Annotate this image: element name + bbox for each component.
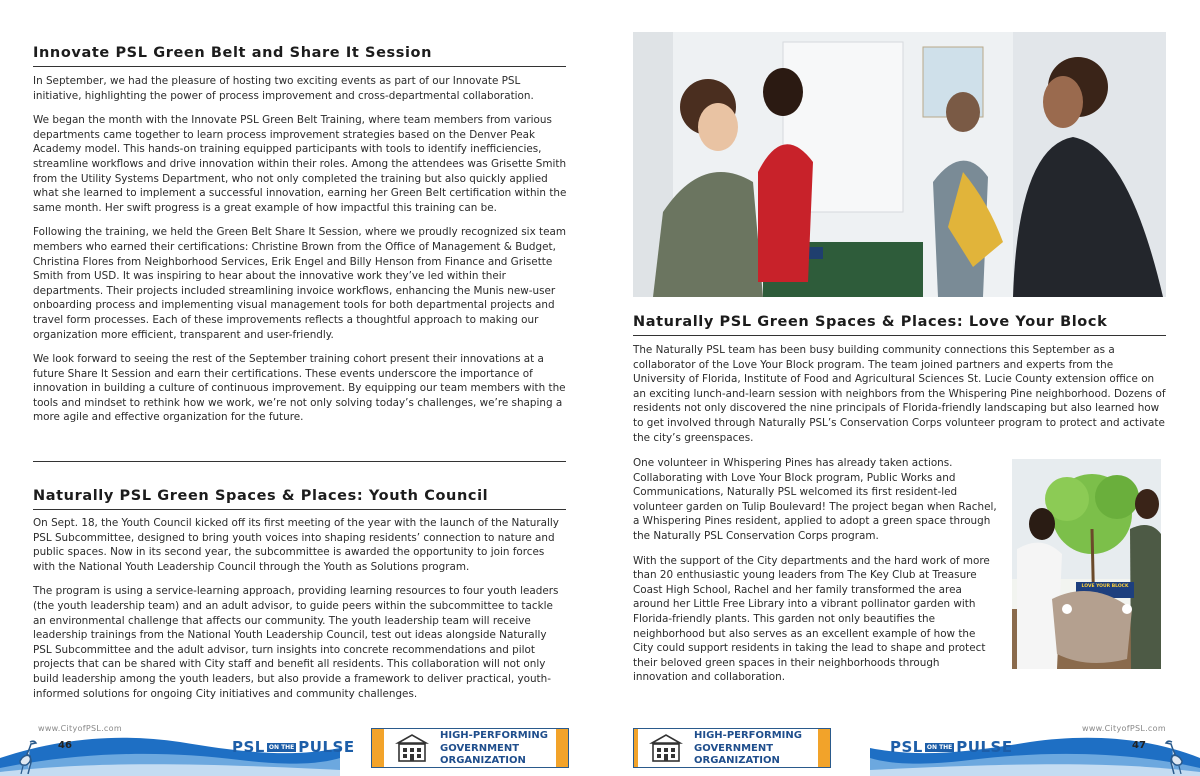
paragraph: We began the month with the Innovate PSL Green Belt Training, where team members from various departments came together to learn process improvement strategies based on the Denver Peak Academy model. This hands-on training equipped participants with tools to identify inefficiencies, streamline workflows and drive innovation within their roles. Among the attendees was Grisette Smith from the Utility Systems Department, who not only completed the training but also quickly applied what she learned to implement a successful innovation, earning her Green Belt certification within the same month. Her swift progress is a great example of how impactful this training can be. — [33, 114, 567, 214]
logo-tag: ON THE — [926, 744, 953, 751]
paragraph: The Naturally PSL team has been busy building community connections this September as a collaborator of the Love Your Block program. The team joined partners and experts from the University of Florida, Institute of Food and Agricultural Sciences St. Lucie County extension office on an exciting lunch-and-learn session with neighbors from the Whispering Pine neighborhood. Dozens of residents not only discovered the nine principals of Florida-friendly landscaping but also learned how to get involved through Naturally PSL’s Conservation Corps volunteer program to protect and activate the city’s greenspaces. — [633, 344, 1166, 444]
paragraph: We look forward to seeing the rest of the September training cohort present their innovations at a future Share It Session and earn their certifications. These events underscore the importance of innovation in building a culture of continuous improvement. By equipping our team members with the tools and mindset to rethink how we work, we’re not only solving today’s challenges, we’re shaping a more agile and effective organization for the future. — [33, 353, 566, 424]
badge-bar — [818, 729, 830, 767]
psl-pulse-logo — [232, 738, 355, 756]
love-your-block-body — [633, 456, 997, 695]
paragraph: Following the training, we held the Green Belt Share It Session, where we proudly recognized six team members who earned their certifications: Christine Brown from the Office of Management & Budget, Christina Flores from Neighborhood Services, Erik Engel and Billy Henson from Finance and Grisette Smith from USD. It was inspiring to hear about the innovative work they’ve led within their departments. Their projects included streamlining invoice workflows, enhancing the Munis new-user onboarding process and implementing visual management tools for both departmental projects and travel form processes. Each of these improvements reflects a thoughtful approach to making our organization more efficient, transparent and user-friendly. — [33, 226, 566, 341]
building-icon — [384, 729, 440, 767]
logo-pulse: PULSE — [956, 738, 1013, 756]
section-divider — [33, 461, 566, 462]
building-icon — [638, 729, 694, 767]
badge-bar — [556, 729, 568, 767]
right-page — [600, 0, 1200, 776]
green-belt-body — [33, 74, 568, 435]
logo-pulse: PULSE — [298, 738, 355, 756]
logo-psl: PSL — [232, 738, 265, 756]
badge-bar — [372, 729, 384, 767]
badge-line: HIGH-PERFORMING — [694, 730, 802, 741]
heron-icon — [1162, 738, 1192, 774]
badge-line: ORGANIZATION — [694, 755, 780, 766]
hpgo-badge — [633, 728, 831, 768]
lunch-and-learn-photo — [633, 32, 1166, 297]
paragraph: One volunteer in Whispering Pines has already taken actions. Collaborating with Love Your Block program, Public Works and Communications, Naturally PSL welcomed its first resident-led volunteer garden on Tulip Boulevard! The project began when Rachel, a Whispering Pines resident, applied to adopt a green space through the Naturally PSL Conservation Corps program. — [633, 457, 997, 542]
badge-line: ORGANIZATION — [440, 755, 526, 766]
love-your-block-intro — [633, 343, 1168, 455]
paragraph: In September, we had the pleasure of hosting two exciting events as part of our Innovate PSL initiative, highlighting the power of process improvement and cross-departmental collaboration. — [33, 75, 534, 102]
section-title-green-belt: Innovate PSL Green Belt and Share It Session — [33, 45, 566, 67]
heron-icon — [10, 738, 40, 774]
badge-line: GOVERNMENT — [694, 742, 774, 754]
volunteer-garden-photo — [1012, 459, 1161, 669]
logo-psl: PSL — [890, 738, 923, 756]
section-title-youth-council: Naturally PSL Green Spaces & Places: Youth Council — [33, 488, 566, 510]
paragraph: The program is using a service-learning approach, providing learning resources to four youth leaders (the youth leadership team) and an adult advisor, to guide peers within the subcommittee to tackle an environmental challenge that affects our community. The youth leadership team will receive leadership trainings from the National Youth Leadership Council, test out ideas alongside Naturally PSL Subcommittee and the adult advisor, turn insights into concrete recommendations and pilot projects that can be shared with City staff and benefit all residents. This collaboration will not only build leadership among the youth leaders, but also provide a framework to deliver practical, youth-informed solutions for ongoing City initiatives and community challenges. — [33, 585, 559, 700]
love-your-block-sign: LOVE YOUR BLOCK — [1081, 584, 1129, 589]
hpgo-badge — [371, 728, 569, 768]
youth-council-body — [33, 516, 568, 711]
section-title-love-your-block: Naturally PSL Green Spaces & Places: Love Your Block — [633, 314, 1166, 336]
page-number: 47 — [1132, 740, 1146, 751]
page-number: 46 — [58, 740, 72, 751]
badge-label — [440, 729, 556, 767]
badge-line: GOVERNMENT — [440, 742, 520, 754]
badge-line: HIGH-PERFORMING — [440, 730, 548, 741]
psl-pulse-logo — [890, 738, 1013, 756]
footer-url[interactable]: www.CityofPSL.com — [1082, 724, 1166, 733]
logo-tag: ON THE — [268, 744, 295, 751]
paragraph: With the support of the City departments and the hard work of more than 20 enthusiastic young leaders from The Key Club at Treasure Coast High School, Rachel and her family transformed the area around her Little Free Library into a vibrant pollinator garden with Florida-friendly plants. This garden not only beautifies the neighborhood but also serves as an excellent example of how the City could support residents in taking the lead to shape and protect their beloved green spaces in their neighborhoods through innovation and collaboration. — [633, 554, 990, 684]
footer-url[interactable]: www.CityofPSL.com — [38, 724, 122, 733]
paragraph: On Sept. 18, the Youth Council kicked off its first meeting of the year with the launch of the Naturally PSL Subcommittee, designed to bring youth voices into shaping residents’ connection to nature and public spaces. Now in its second year, the subcommittee is awarded the opportunity to join forces with the National Youth Leadership Council through the Youth as Solutions program. — [33, 517, 559, 573]
badge-label — [694, 729, 818, 767]
